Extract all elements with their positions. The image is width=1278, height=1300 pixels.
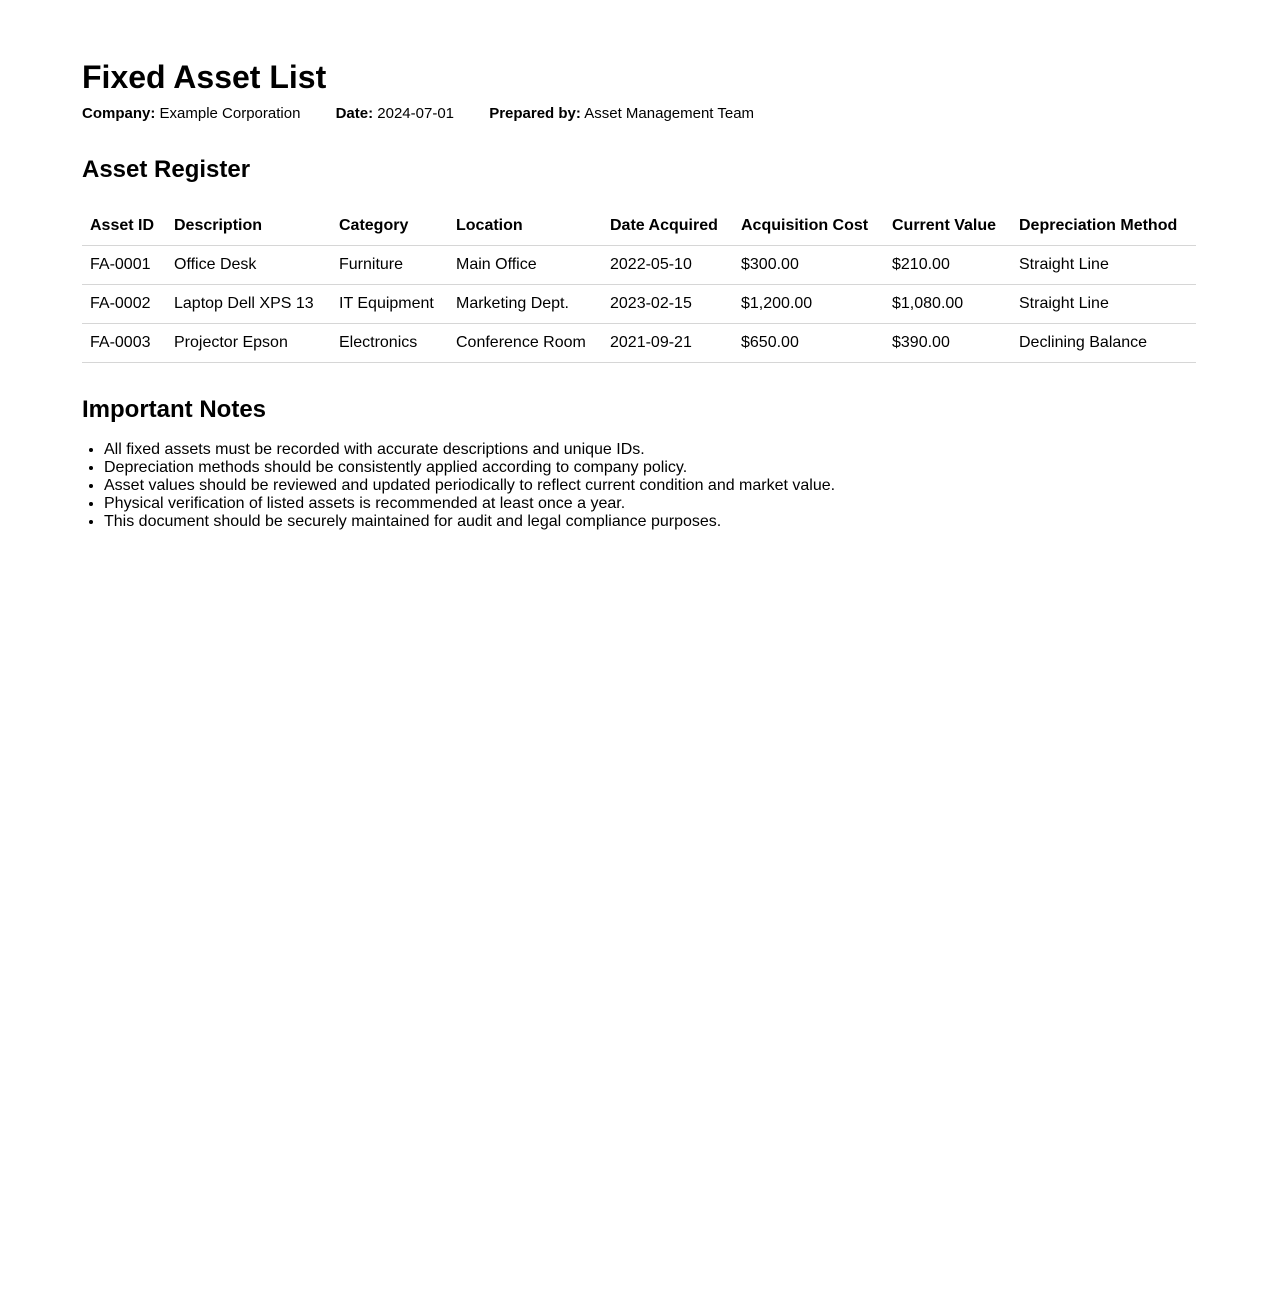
list-item: • All fixed assets must be recorded with accurate descriptions and unique IDs. bbox=[104, 441, 835, 459]
column-header: Date Acquired bbox=[602, 207, 733, 246]
table-cell: 2022-05-10 bbox=[602, 246, 733, 285]
table-cell: Straight Line bbox=[1011, 246, 1196, 285]
column-header: Location bbox=[448, 207, 602, 246]
meta-company-label: Company: bbox=[82, 105, 156, 122]
list-item: • This document should be securely maintained for audit and legal compliance purposes. bbox=[104, 513, 835, 531]
meta-company-value: Example Corporation bbox=[159, 105, 301, 122]
list-item: • Asset values should be reviewed and updated periodically to reflect current condition and market value. bbox=[104, 477, 835, 495]
column-header: Current Value bbox=[884, 207, 1011, 246]
table-row bbox=[82, 324, 1196, 363]
column-header: Depreciation Method bbox=[1011, 207, 1196, 246]
important-notes-heading: Important Notes bbox=[82, 396, 267, 423]
table-cell: Declining Balance bbox=[1011, 324, 1196, 363]
column-header: Asset ID bbox=[82, 207, 166, 246]
notes-list bbox=[82, 441, 835, 531]
table-cell: FA-0001 bbox=[82, 246, 166, 285]
list-item: • Depreciation methods should be consistently applied according to company policy. bbox=[104, 459, 835, 477]
meta-date bbox=[336, 104, 454, 124]
table-cell: Conference Room bbox=[448, 324, 602, 363]
meta-date-label: Date: bbox=[335, 105, 374, 122]
meta-company bbox=[82, 104, 300, 124]
table-cell: $390.00 bbox=[884, 324, 1011, 363]
asset-register-table bbox=[82, 207, 1196, 363]
table-row bbox=[82, 246, 1196, 285]
document-meta bbox=[82, 104, 785, 124]
meta-prepared-by bbox=[489, 104, 754, 124]
table-cell: 2021-09-21 bbox=[602, 324, 733, 363]
meta-date-value: 2024-07-01 bbox=[377, 105, 455, 122]
table-cell: Office Desk bbox=[166, 246, 331, 285]
table-cell: Main Office bbox=[448, 246, 602, 285]
column-header: Category bbox=[331, 207, 448, 246]
table-cell: Projector Epson bbox=[166, 324, 331, 363]
page-title: Fixed Asset List bbox=[82, 59, 327, 95]
table-cell: 2023-02-15 bbox=[602, 285, 733, 324]
table-cell: $210.00 bbox=[884, 246, 1011, 285]
table-cell: $1,200.00 bbox=[733, 285, 884, 324]
column-header: Description bbox=[166, 207, 331, 246]
table-cell: Straight Line bbox=[1011, 285, 1196, 324]
table-cell: $650.00 bbox=[733, 324, 884, 363]
column-header: Acquisition Cost bbox=[733, 207, 884, 246]
table-cell: FA-0002 bbox=[82, 285, 166, 324]
asset-register-heading: Asset Register bbox=[82, 156, 251, 183]
list-item: • Physical verification of listed assets is recommended at least once a year. bbox=[104, 495, 835, 513]
table-cell: Laptop Dell XPS 13 bbox=[166, 285, 331, 324]
table-cell: $1,080.00 bbox=[884, 285, 1011, 324]
table-header-row bbox=[82, 207, 1196, 246]
table-cell: $300.00 bbox=[733, 246, 884, 285]
table-cell: Electronics bbox=[331, 324, 448, 363]
meta-prepared-by-value: Asset Management Team bbox=[584, 105, 755, 122]
table-cell: IT Equipment bbox=[331, 285, 448, 324]
table-cell: FA-0003 bbox=[82, 324, 166, 363]
table-cell: Furniture bbox=[331, 246, 448, 285]
table-row bbox=[82, 285, 1196, 324]
meta-prepared-by-label: Prepared by: bbox=[489, 105, 581, 122]
table-cell: Marketing Dept. bbox=[448, 285, 602, 324]
